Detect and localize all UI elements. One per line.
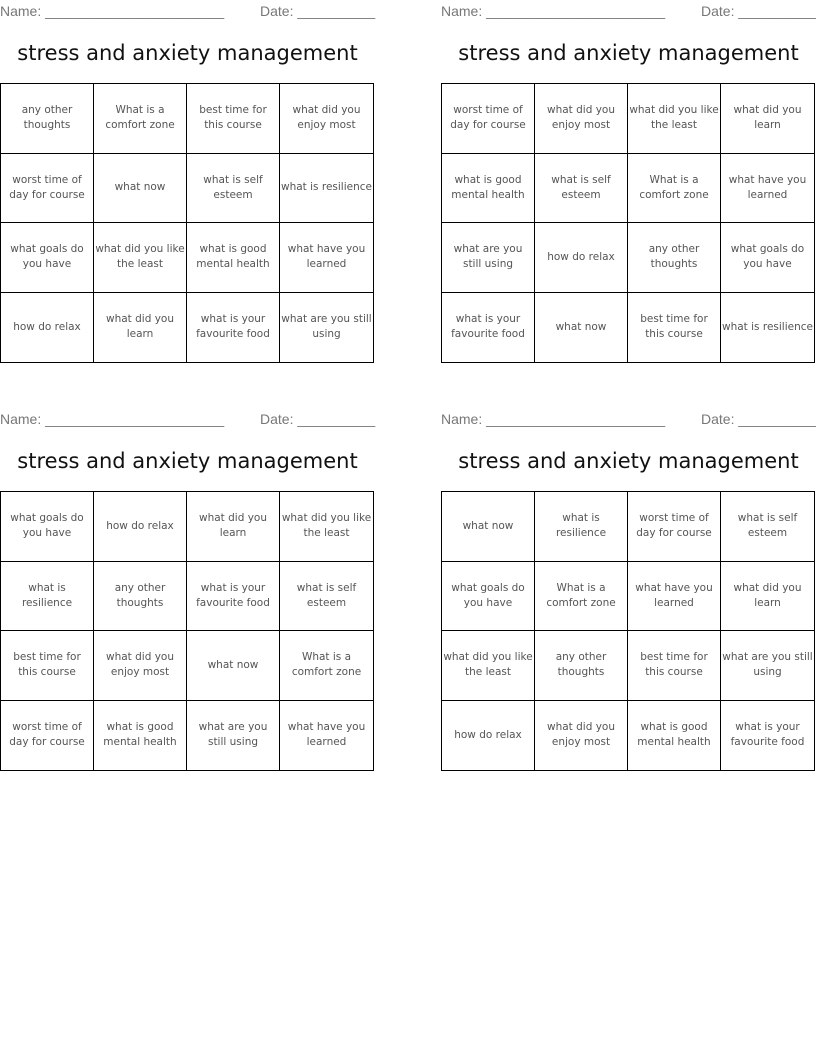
bingo-card [441,1,816,341]
bingo-cell: how do relax [535,223,628,293]
bingo-cell: what did you like the least [280,492,373,562]
bingo-cell: what is resilience [1,562,94,632]
bingo-cell: what did you learn [187,492,280,562]
bingo-cell: what did you enjoy most [535,84,628,154]
bingo-cell: What is a comfort zone [280,631,373,701]
bingo-cell: best time for this course [628,631,721,701]
bingo-cell: best time for this course [187,84,280,154]
bingo-grid [441,83,815,363]
bingo-cell: what is self esteem [187,154,280,224]
bingo-cell: worst time of day for course [442,84,535,154]
bingo-cell: what did you enjoy most [94,631,187,701]
name-date-header [441,411,816,429]
bingo-cell: what are you still using [187,701,280,771]
bingo-cell: What is a comfort zone [535,562,628,632]
bingo-grid [0,83,374,363]
bingo-cell: What is a comfort zone [94,84,187,154]
date-field-label: Date: __________ [260,411,376,427]
bingo-cell: what is good mental health [94,701,187,771]
bingo-cell: what is good mental health [628,701,721,771]
bingo-cell: any other thoughts [628,223,721,293]
date-field-label: Date: __________ [260,3,376,19]
bingo-cell: what is self esteem [535,154,628,224]
bingo-cell: what have you learned [287,721,366,749]
bingo-cell: what is good mental health [442,154,535,224]
bingo-grid [441,491,815,771]
bingo-cell: what goals do you have [721,223,814,293]
bingo-cell: what did you enjoy most [280,84,373,154]
date-field-label: Date: __________ [701,3,816,19]
bingo-cell: any other thoughts [94,562,187,632]
bingo-cell: what is good mental health [187,223,280,293]
bingo-cell: what now [94,154,187,224]
bingo-cell: What is a comfort zone [628,154,721,224]
bingo-cell: what now [442,492,535,562]
bingo-cell: what is your favourite food [730,721,805,749]
bingo-cell: what goals do you have [1,223,94,293]
bingo-cell: what is your favourite food [187,293,280,363]
bingo-cell: what goals do you have [442,562,535,632]
bingo-cell: what goals do you have [1,492,94,562]
name-date-header [0,411,375,429]
bingo-cell: how do relax [1,293,94,363]
bingo-cell: what now [535,293,628,363]
bingo-cell: what did you learn [721,84,814,154]
card-title: stress and anxiety management [17,41,358,65]
bingo-grid [0,491,374,771]
bingo-card [441,409,816,749]
bingo-cell: any other thoughts [535,631,628,701]
bingo-cell: what are you still using [721,631,814,701]
name-date-header [441,3,816,21]
bingo-cell: worst time of day for course [1,154,94,224]
bingo-cell: what is self esteem [280,562,373,632]
bingo-cell: what did you like the least [94,223,187,293]
bingo-cell: worst time of day for course [628,492,721,562]
bingo-cell: best time for this course [628,293,721,363]
bingo-cell: what did you learn [94,293,187,363]
date-field-label: Date: __________ [701,411,816,427]
name-field-label: Name: _______________________ [0,3,225,19]
bingo-cell: what is self esteem [721,492,814,562]
bingo-cell: what have you learned [721,154,814,224]
bingo-cell: what have you learned [628,562,721,632]
bingo-cell: worst time of day for course [1,701,94,771]
bingo-cell: what did you like the least [628,84,721,154]
bingo-cell: what is resilience [280,154,373,224]
bingo-cell: what is your favourite food [187,562,280,632]
bingo-cell: what is resilience [535,492,628,562]
name-field-label: Name: _______________________ [0,411,225,427]
bingo-cell: any other thoughts [1,84,94,154]
bingo-cell: what are you still using [281,313,372,341]
bingo-cell: what is your favourite food [442,293,535,363]
bingo-cell: what now [187,631,280,701]
card-title: stress and anxiety management [458,449,799,473]
bingo-cell: best time for this course [1,631,94,701]
bingo-cell: what did you enjoy most [535,701,628,771]
name-field-label: Name: _______________________ [441,411,666,427]
bingo-cell: what have you learned [280,223,373,293]
bingo-cell: what did you learn [721,562,814,632]
bingo-cell: how do relax [442,701,535,771]
card-title: stress and anxiety management [17,449,358,473]
bingo-card [0,1,376,341]
bingo-cell: what are you still using [442,223,535,293]
name-field-label: Name: _______________________ [441,3,666,19]
name-date-header [0,3,375,21]
bingo-cell: how do relax [94,492,187,562]
card-title: stress and anxiety management [458,41,799,65]
bingo-cell: what did you like the least [442,631,535,701]
bingo-cell: what is resilience [722,320,813,333]
bingo-card [0,409,376,749]
